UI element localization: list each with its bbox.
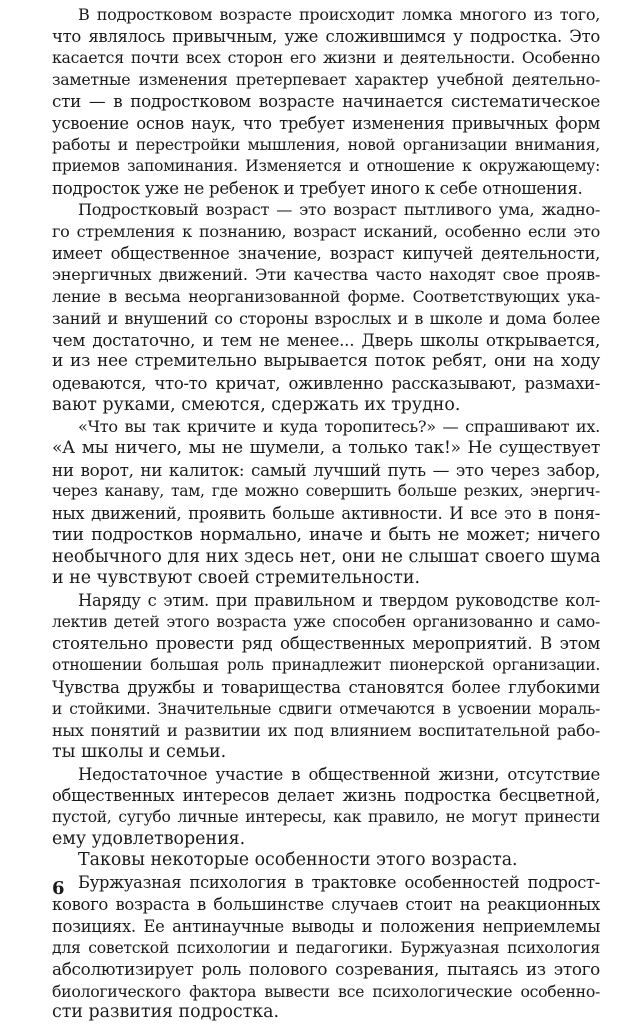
paragraph-1 — [52, 4, 600, 199]
text-line: ему удовлетворения. — [52, 828, 246, 849]
text-line: ление в весьма неорганизованной форме. Соответствующих ука- — [52, 287, 600, 307]
text-line: ных движений, проявить больше активности. И все это в поня- — [52, 504, 600, 524]
text-line: заний и внушений со стороны взрослых и в школе и дома более — [52, 308, 600, 328]
text-line: пустой, сугубо личные интересы, как правило, не могут принести — [52, 808, 600, 827]
text-line: что являлось привычным, уже сложившимся у подростка. Это — [52, 26, 600, 46]
text-line: позициях. Ее антинаучные выводы и положения неприемлемы — [52, 916, 600, 936]
text-line: Таковы некоторые особенности этого возраста. — [78, 850, 518, 871]
text-line: одеваются, что-то кричат, оживленно рассказывают, размахи- — [52, 373, 600, 393]
text-line: вают руками, смеются, сдержать их трудно. — [52, 394, 461, 415]
page-number: 6 — [52, 878, 65, 899]
page-body — [52, 4, 600, 1024]
paragraph-6 — [52, 850, 600, 872]
text-line: подросток уже не ребенок и требует иного к себе отношения. — [52, 178, 583, 198]
text-line: го стремления к познанию, возраст исканий, особенно если это — [52, 222, 600, 242]
text-line: отношении большая роль принадлежит пионерской организации. — [52, 656, 600, 675]
text-line: имеет общественное значение, возраст кипучей деятельности, — [52, 243, 600, 263]
text-line: Наряду с этим. при правильном и твердом руководстве кол- — [78, 590, 600, 610]
text-line: «Что вы так кричите и куда торопитесь?» — спрашивают их. — [78, 417, 600, 437]
text-line: работы и перестройки мышления, новой организации внимания, — [52, 135, 600, 155]
paragraph-7 — [52, 872, 600, 1024]
text-line: усвоение основ наук, что требует изменения привычных форм — [52, 113, 600, 133]
text-line: Недостаточное участие в общественной жизни, отсутствие — [78, 764, 600, 784]
text-line: и стойкими. Значительные сдвиги отмечаются в усвоении мораль- — [52, 699, 600, 718]
text-line: заметные изменения претерпевает характер учебной деятельно- — [52, 70, 600, 90]
text-line: энергичных движений. Эти качества часто находят свое прояв- — [52, 265, 600, 285]
text-line: через канаву, там, где можно совершить больше резких, энергич- — [52, 482, 600, 501]
text-line: сти развития подростка. — [52, 1002, 280, 1023]
text-line: кового возраста в большинстве случаев стоит на реакционных — [52, 894, 600, 914]
text-line: стоятельно провести ряд общественных мероприятий. В этом — [52, 634, 600, 654]
paragraph-4 — [52, 590, 600, 764]
text-line: Буржуазная психология в трактовке особенностей подрост- — [78, 873, 600, 893]
text-line: Чувства дружбы и товарищества становятся более глубокими — [52, 677, 600, 697]
text-line: для советской психологии и педагогики. Буржуазная психология — [52, 938, 600, 958]
text-line: тии подростков нормально, иначе и быть не может; ничего — [52, 524, 600, 545]
paragraph-5 — [52, 764, 600, 851]
text-line: ты школы и семьи. — [52, 741, 227, 762]
paragraph-2 — [52, 199, 600, 416]
text-line: «А мы ничего, мы не шумели, а только так!» Не существует — [52, 438, 600, 459]
text-line: лектив детей этого возраста уже способен организованно и само- — [52, 612, 600, 631]
text-line: биологического фактора вывести все психологические особенно- — [52, 981, 600, 1001]
text-line: В подростковом возрасте происходит ломка многого из того, — [78, 5, 600, 24]
text-line: ных понятий и развитии их под влиянием воспитательной рабо- — [52, 721, 600, 741]
text-line: и не чувствуют своей стремительности. — [52, 568, 421, 589]
text-line: ни ворот, ни калиток: самый лучший путь — это через забор, — [52, 459, 600, 480]
text-line: Подростковый возраст — это возраст пытливого ума, жадно- — [78, 200, 600, 220]
text-line: касается почти всех сторон его жизни и деятельности. Особенно — [52, 48, 600, 68]
text-line: чем достаточно, и тем не менее... Дверь школы открывается, — [52, 329, 600, 350]
text-line: сти — в подростковом возрасте начинается систематическое — [52, 90, 600, 111]
text-line: абсолютизирует роль полового созревания, пытаясь из этого — [52, 958, 600, 979]
paragraph-3 — [52, 416, 600, 590]
text-line: общественных интересов делает жизнь подростка бесцветной, — [52, 786, 600, 806]
text-line: необычного для них здесь нет, они не слышат своего шума — [52, 546, 601, 567]
text-line: приемов запоминания. Изменяется и отношение к окружающему: — [52, 156, 600, 175]
text-line: и из нее стремительно вырывается поток ребят, они на ходу — [52, 351, 600, 372]
